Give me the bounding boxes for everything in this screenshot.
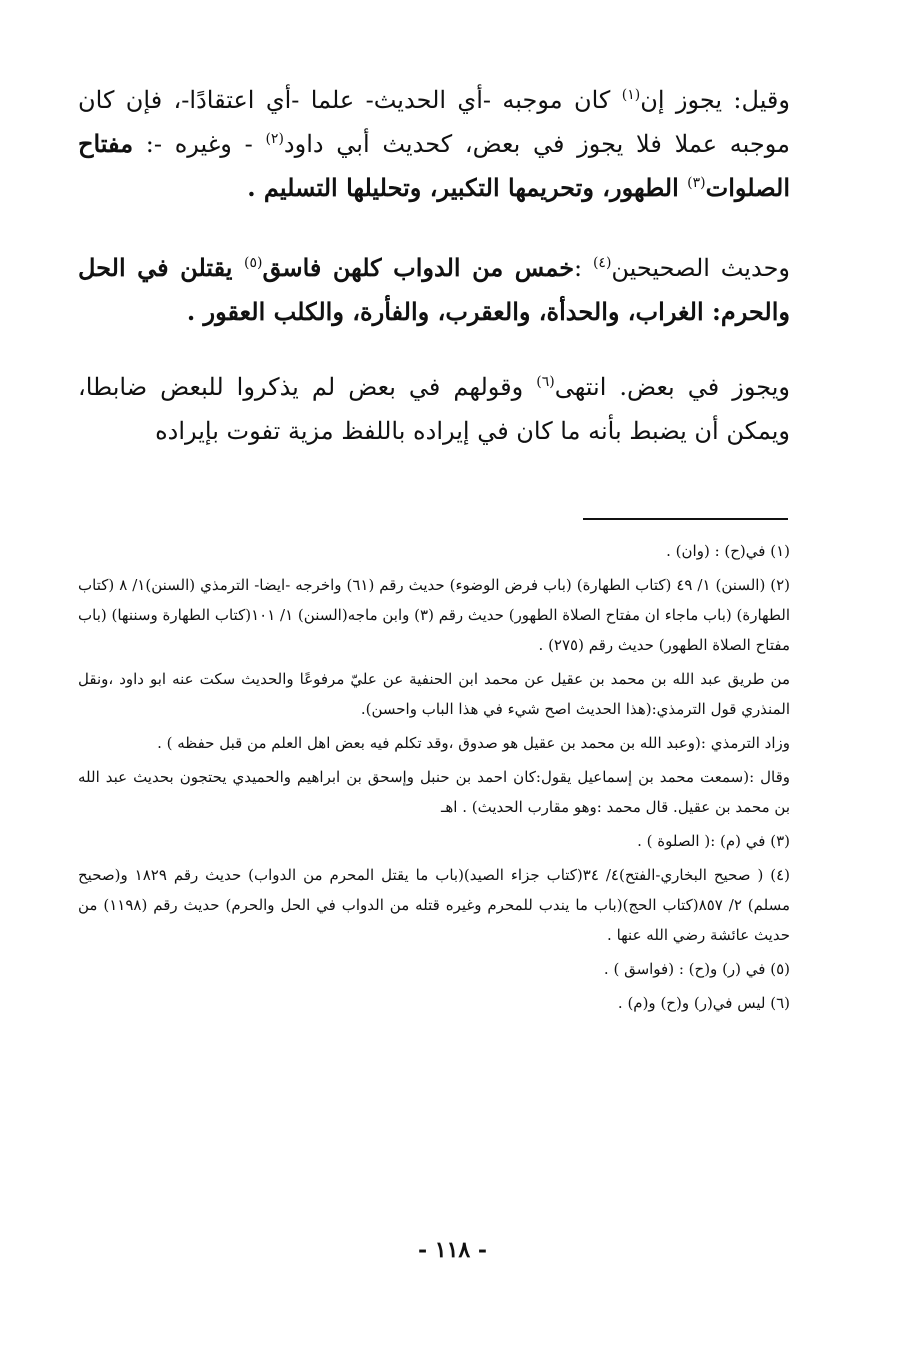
footnote-2: (٢) (السنن) ١/ ٤٩ (كتاب الطهارة) (باب فرض الوضوء) حديث رقم (٦١) واخرجه -ايضا- الترمذي (السنن)١/ ٨ (كتاب الطهارة) (باب ماجاء ان مفتاح الصلاة الطهور) حديث رقم (٣) وابن ماجه(السنن) ١/ ١٠١(كتاب الطهارة وسننها) (باب مفتاح الصلاة الطهور) حديث رقم (٢٧٥) . [78, 576, 791, 654]
hadith-quote: خمس من الدواب كلهن فاسق [262, 253, 575, 282]
footnote-separator [583, 518, 788, 520]
page-number: - ١١٨ - [417, 1237, 488, 1263]
text-run: كان موجبه -أي الحديث- علما -أي اعتقادًا-، فإن كان موجبه عملا فلا يجوز في بعض، كحديث أبي داود [78, 86, 790, 158]
footnote-marker-6: (٦) [536, 374, 555, 390]
footnote-5: (٥) في (ر) و(ح) : (فواسق ) . [603, 960, 790, 978]
text-run: وقيل: يجوز إن [640, 86, 790, 114]
text-run: : [574, 254, 593, 282]
footnote-4: (٤) ( صحيح البخاري-الفتح)٤/ ٣٤(كتاب جزاء الصيد)(باب ما يقتل المحرم من الدواب) حديث رقم ١٨٢٩ و(صحيح مسلم) ٢/ ٨٥٧(كتاب الحج)(باب ما يندب للمحرم وغيره قتله من الدواب في الحل والحرم) حديث رقم (١١٩٨) من حديث عائشة رضي الله عنها . [78, 866, 791, 944]
footnote-6: (٦) ليس في(ر) و(ح) و(م) . [617, 994, 790, 1012]
text-run: ويجوز في بعض. انتهى [554, 373, 791, 401]
body-paragraph-3 [78, 365, 790, 453]
footnote-3: (٣) في (م) :( الصلوة ) . [637, 832, 790, 850]
footnote-1: (١) في(ح) : (وان) . [666, 542, 790, 560]
body-paragraph-2 [78, 246, 790, 334]
footnote-marker-3: (٣) [687, 175, 706, 191]
footnote-2-continuation: من طريق عبد الله بن محمد بن عقيل عن محمد ابن الحنفية عن عليّ مرفوعًا والحديث سكت عنه ابو داود ،ونقل المنذري قول الترمذي:(هذا الحديث اصح شيء في هذا الباب واحسن). [78, 670, 790, 718]
hadith-quote: يقتلن في الحل والحرم: الغراب، والحدأة، والعقرب، والفأرة، والكلب العقور . [78, 253, 790, 326]
footnote-2-continuation: وقال :(سمعت محمد بن إسماعيل يقول:كان احمد بن حنبل وإسحق بن ابراهيم والحميدي يحتجون بحديث عبد الله بن محمد بن عقيل. قال محمد :وهو مقارب الحديث) . اهـ [78, 768, 790, 816]
footnote-marker-4: (٤) [592, 255, 612, 271]
footnote-marker-5: (٥) [243, 255, 263, 271]
hadith-quote: الطهور، وتحريمها التكبير، وتحليلها التسليم . [247, 173, 688, 202]
footnote-marker-1: (١) [621, 87, 641, 103]
hadith-quote: مفتاح الصلوات [78, 129, 790, 202]
footnotes [78, 536, 790, 1022]
text-run: وحديث الصحيحين [611, 254, 791, 282]
footnote-2-continuation: وزاد الترمذي :(وعبد الله بن محمد بن عقيل هو صدوق ،وقد تكلم فيه بعض اهل العلم من قبل حفظه ) . [157, 734, 790, 752]
text-run: وقولهم في بعض لم يذكروا للبعض ضابطا، ويمكن أن يضبط بأنه ما كان في إيراده باللفظ مزية تفوت بإيراده [78, 373, 790, 445]
footnote-marker-2: (٢) [265, 131, 284, 147]
text-run: - وغيره -: [133, 130, 266, 158]
body-paragraph-1 [78, 78, 790, 210]
